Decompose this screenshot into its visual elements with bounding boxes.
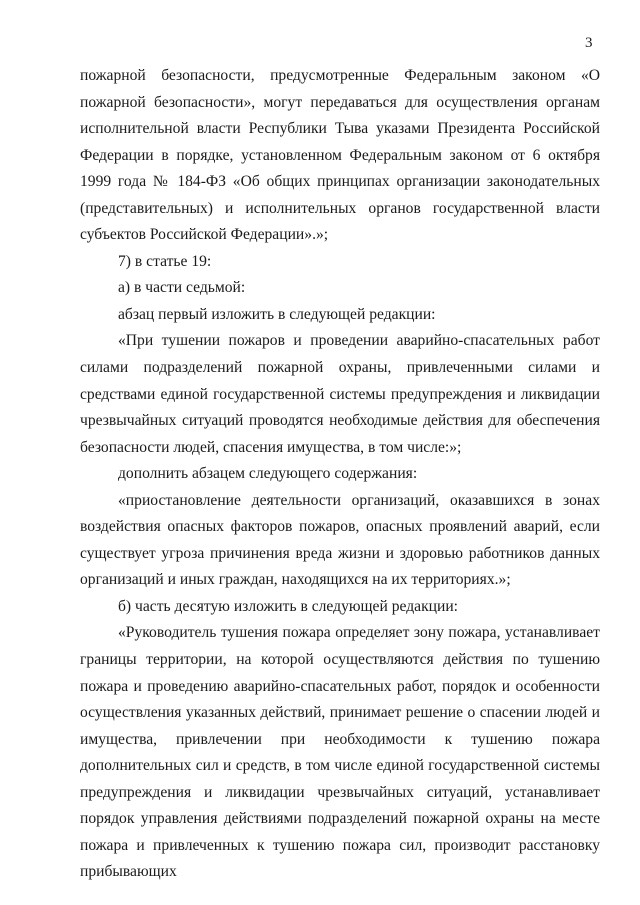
document-body	[80, 63, 600, 886]
paragraph-part-seven: а) в части седьмой:	[118, 279, 246, 297]
paragraph-quoted-new-wording: «При тушении пожаров и проведении аварийно-спасательных работ силами подразделений пожарной охраны, привлеченными силами и средствами единой государственной системы предупреждения и ликвидации чрезвычайных ситуаций проводятся необходимые действия для обеспечения безопасности людей, спасения имущества, в том числе:»;	[80, 332, 600, 456]
paragraph-continuation: пожарной безопасности, предусмотренные Федеральным законом «О пожарной безопасности», могут передаваться для осуществления органам исполнительной власти Республики Тыва указами Президента Российской Федерации в порядке, установленном Федеральным законом от 6 октября 1999 года № 184-ФЗ «Об общих принципах организации законодательных (представительных) и исполнительных органов государственной власти субъектов Российской Федерации».»;	[80, 67, 600, 244]
paragraph-add-abzac-instruction: дополнить абзацем следующего содержания:	[118, 465, 418, 483]
paragraph-quoted-suspension: «приостановление деятельности организаций, оказавшихся в зонах воздействия опасных факторов пожаров, опасных проявлений аварий, если существует угроза причинения вреда жизни и здоровью работников данных организаций и иных граждан, находящихся на их территориях.»;	[80, 491, 600, 589]
paragraph-quoted-fire-chief: «Руководитель тушения пожара определяет зону пожара, устанавливает границы территории, на которой осуществляются действия по тушению пожара и проведению аварийно-спасательных работ, порядок и особенности осуществления указанных действий, принимает решение о спасении людей и имущества, привлечении при необходимости к тушению пожара дополнительных сил и средств, в том числе единой государственной системы предупреждения и ликвидации чрезвычайных ситуаций, устанавливает порядок управления действиями подразделений пожарной охраны на месте пожара и привлеченных к тушению пожара сил, производит расстановку прибывающих	[80, 624, 600, 881]
page-number: 3	[585, 35, 593, 51]
paragraph-first-abzac-instruction: абзац первый изложить в следующей редакции:	[118, 305, 436, 323]
paragraph-article-19-heading: 7) в статье 19:	[118, 252, 212, 270]
paragraph-part-ten-instruction: б) часть десятую изложить в следующей редакции:	[118, 597, 459, 615]
